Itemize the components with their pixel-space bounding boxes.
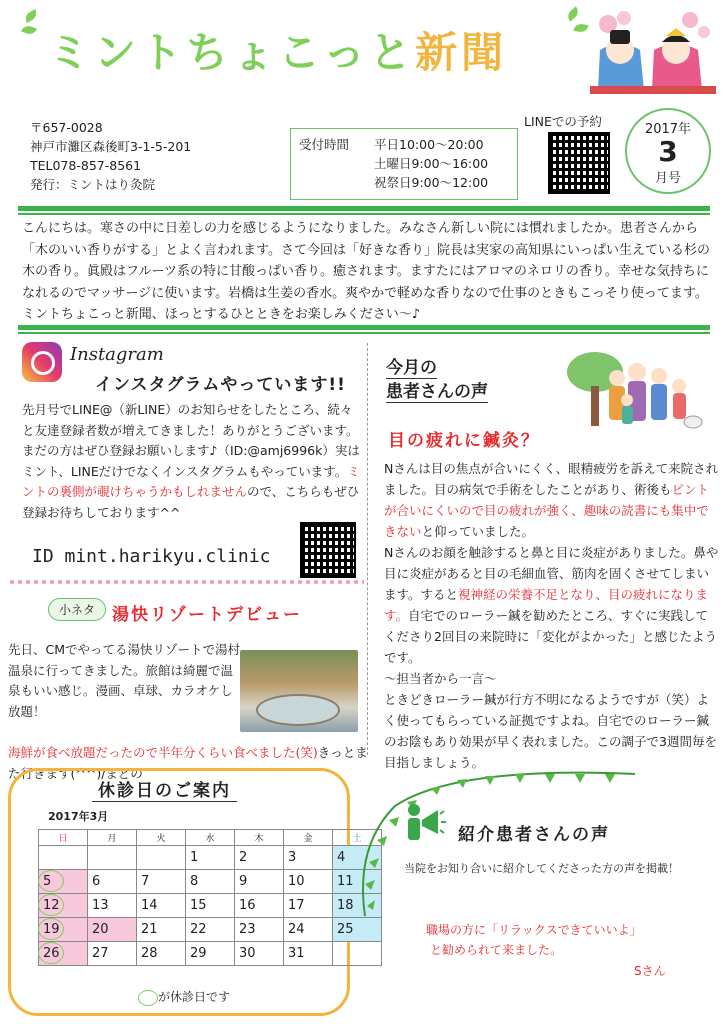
- leaf-icon: [565, 6, 581, 21]
- calendar-day: 30: [235, 942, 284, 966]
- calendar-week: [39, 918, 382, 942]
- issue-badge: [625, 108, 711, 194]
- weekday-header: 木: [235, 830, 284, 846]
- calendar-table: [38, 829, 382, 966]
- calendar-day: 26: [39, 942, 88, 966]
- koneta-tail: 海鮮が食べ放題だったので半年分くらい食べました(笑)きっとまた行きます(^^)/まどの: [8, 745, 368, 781]
- calendar-day: 16: [235, 894, 284, 918]
- column-divider: [367, 343, 369, 755]
- line-qr-code[interactable]: [548, 132, 610, 194]
- weekday-header: 火: [137, 830, 186, 846]
- calendar-week: [39, 870, 382, 894]
- telephone: TEL078-857-8561: [30, 158, 142, 173]
- calendar-day: 3: [284, 846, 333, 870]
- instagram-body: 先月号でLINE@（新LINE）のお知らせをしたところ、続々と友達登録者数が増えてきました！ありがとうございます。まだの方はぜひ登録お願いします♪（ID:@amj6996k）実はミント、LINEだけでなくインスタグラムもやっています。ミントの裏側が覗けちゃうかもしれませんので、こちらもぜひ登録お待ちしております^^: [22, 402, 360, 520]
- street-address: 神戸市灘区森後町3-1-5-201: [30, 139, 192, 154]
- calendar-day: 8: [186, 870, 235, 894]
- calendar-week: [39, 846, 382, 870]
- calendar-week: [39, 942, 382, 966]
- calendar-day: 18: [333, 894, 382, 918]
- hina-dolls-illustration: [590, 10, 716, 96]
- instagram-id: ID mint.harikyu.clinic: [32, 546, 271, 567]
- calendar-day: 10: [284, 870, 333, 894]
- reception-hours-box: 受付時間 平日 10:00～20:00 土曜日 9:00～16:00 祝祭日 9:00～12:00: [290, 128, 518, 200]
- calendar-day: 9: [235, 870, 284, 894]
- closed-day-circle: [38, 918, 64, 940]
- onsen-photo: [240, 650, 358, 732]
- calendar-day: 7: [137, 870, 186, 894]
- closed-day-circle: [38, 942, 64, 964]
- calendar-week: [39, 894, 382, 918]
- leaf-icon: [21, 24, 37, 36]
- calendar-day: 11: [333, 870, 382, 894]
- calendar-day: 4: [333, 846, 382, 870]
- referral-voice: 職場の方に「リラックスできていいよ」 と勧められて来ました。: [426, 923, 642, 957]
- referral-signature: Sさん: [634, 964, 666, 978]
- divider: [18, 332, 710, 334]
- closed-day-circle: [38, 870, 64, 892]
- divider: [18, 206, 710, 211]
- calendar-day: 22: [186, 918, 235, 942]
- calendar-day: [39, 846, 88, 870]
- divider: [18, 325, 710, 330]
- issue-suffix: 月号: [654, 171, 681, 186]
- patient-voice-heading: 今月の 患者さんの声: [386, 358, 488, 402]
- calendar-day: 19: [39, 918, 88, 942]
- case-body: Nさんは目の焦点が合いにくく、眼精疲労を訴えて来院されました。目の病気で手術をしたことがあり、術後もピントが合いにくいので目の疲れが強く、趣味の読書にも集中できないと仰っていました。 Nさんのお顔を触診すると鼻と目に炎症がありました。鼻や目に炎症があると目の毛細血管、筋肉を固くさせてしまいます。すると視神経の栄養不足となり、目の疲れになります。自宅でのローラー鍼を勧めたところ、すぐに実践してくださり2回目の来院時に「変化がよかった」と感じたようです。 ～担当者から一言～ ときどきローラー鍼が行方不明になるようですが（笑）よく使ってもらっている証拠ですよね。自宅でのローラー鍼のお陰もあり効果が早く表れました。この調子で3週間毎を目指しましょう。: [384, 461, 719, 770]
- megaphone-icon: [402, 800, 446, 844]
- calendar-day: 21: [137, 918, 186, 942]
- postal-code: 〒657-0028: [30, 120, 103, 135]
- calendar-day: 13: [88, 894, 137, 918]
- greeting-text: こんにちは。寒さの中に日差しの力を感じるようになりました。みなさん新しい院には慣れましたか。患者さんから「木のいい香りがする」とよく言われます。さて今回は「好きな香り」院長は実家の高知県にいっぱい生えている杉の木の香り。眞殿はフルーツ系の特に甘酸っぱい香り。癒されます。ますたにはアロマのネロリの香り。幸せな気持ちになれるのでマッサージに使います。岩橋は生姜の香水。爽やかで軽めな香りなので仕事のときもこっそり使ってます。ミントちょこっと新聞、ほっとするひとときをお楽しみください～♪: [22, 221, 710, 322]
- divider: [18, 213, 710, 215]
- calendar-day: 2: [235, 846, 284, 870]
- calendar-legend: が休診日です: [138, 988, 230, 1006]
- calendar-day: 27: [88, 942, 137, 966]
- calendar-month: 2017年3月: [48, 810, 109, 823]
- clinic-address-block: [30, 118, 191, 194]
- case-title: 目の疲れに鍼灸？: [388, 431, 540, 451]
- koneta-body: 先日、CMでやってる湯快リゾートで湯村温泉に行ってきました。旅館は綺麗で温泉もいい感じ。漫画、卓球、カラオケし放題！: [8, 642, 241, 719]
- calendar-day: 6: [88, 870, 137, 894]
- calendar-day: 12: [39, 894, 88, 918]
- calendar-day: 28: [137, 942, 186, 966]
- referral-intro: 当院をお知り合いに紹介してくださった方の声を掲載！: [404, 862, 679, 875]
- calendar-day: 24: [284, 918, 333, 942]
- calendar-title: 休診日のご案内: [92, 776, 237, 802]
- weekday-header: 金: [284, 830, 333, 846]
- instagram-brand: Instagram: [70, 344, 164, 365]
- issue-month: 3: [658, 135, 678, 168]
- instagram-highlight: ミントの裏側が覗けちゃうかもしれません: [22, 463, 360, 499]
- calendar-day: 31: [284, 942, 333, 966]
- issue-year: 2017年: [644, 122, 692, 137]
- newsletter-title: ミントちょこっと新聞: [48, 28, 508, 77]
- leaf-icon: [573, 23, 588, 33]
- publisher: 発行：ミントはり灸院: [30, 177, 156, 192]
- closed-day-circle: [38, 894, 64, 916]
- leaf-icon: [23, 9, 39, 23]
- circle-icon: [138, 990, 158, 1006]
- calendar-day: 25: [333, 918, 382, 942]
- instagram-icon: [22, 342, 62, 382]
- family-illustration: [565, 350, 705, 432]
- instagram-heading: インスタグラムやっています!!: [95, 375, 346, 395]
- line-reservation-label: LINEでの予約: [524, 114, 602, 129]
- instagram-qr-code[interactable]: [300, 522, 356, 578]
- calendar-day: 5: [39, 870, 88, 894]
- calendar-day: 15: [186, 894, 235, 918]
- weekday-header: 水: [186, 830, 235, 846]
- weekday-header: 月: [88, 830, 137, 846]
- calendar-day: 29: [186, 942, 235, 966]
- calendar-day: 17: [284, 894, 333, 918]
- calendar-day: 23: [235, 918, 284, 942]
- calendar-day: [137, 846, 186, 870]
- weekday-header: 日: [39, 830, 88, 846]
- koneta-badge: 小ネタ: [48, 598, 106, 621]
- calendar-day: 20: [88, 918, 137, 942]
- calendar-day: [333, 942, 382, 966]
- calendar-day: 1: [186, 846, 235, 870]
- koneta-title: 湯快リゾートデビュー: [112, 605, 302, 625]
- ivy-decoration: [355, 766, 645, 926]
- hours-label: 受付時間: [299, 137, 350, 152]
- dotted-divider: [8, 578, 364, 586]
- calendar-day: [88, 846, 137, 870]
- calendar-day: 14: [137, 894, 186, 918]
- weekday-header: 土: [333, 830, 382, 846]
- referral-heading: 紹介患者さんの声: [458, 825, 610, 845]
